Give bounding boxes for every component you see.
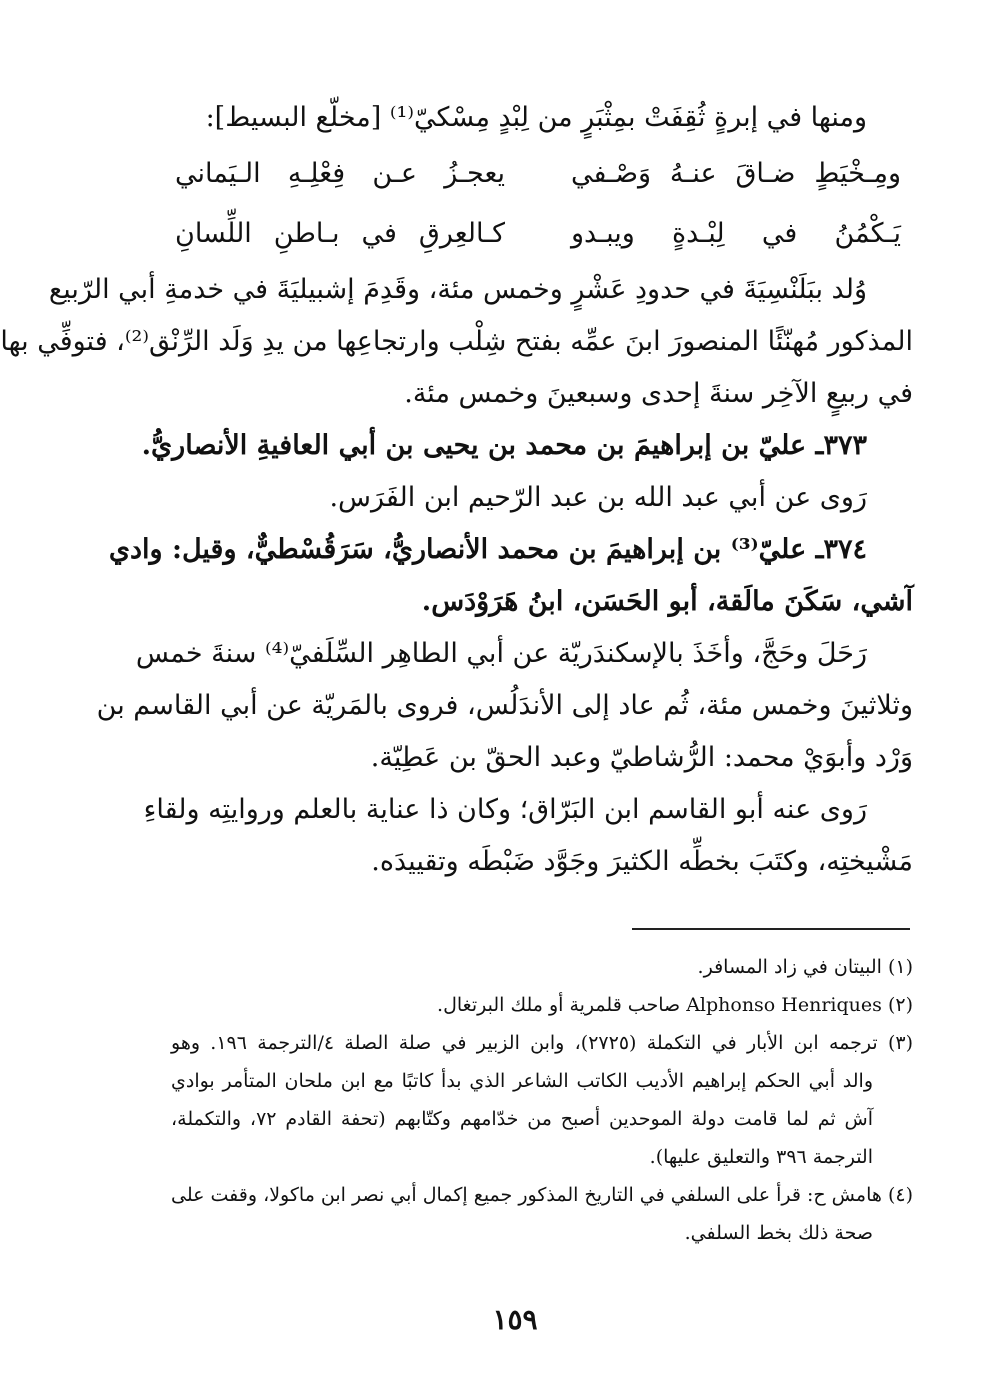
footnote-3-line-2: والد أبي الحكم إبراهيم الأديب الكاتب الشاعر الذي بدأ كاتبًا مع ابن ملحان المتأمر بوادي bbox=[171, 1070, 873, 1092]
page-number: ١٥٩ bbox=[492, 1303, 538, 1336]
footnote-4-line-2: صحة ذلك بخط السلفي. bbox=[684, 1222, 873, 1244]
verse-intro: ومنها في إبرةٍ ثُقِفَتْ بمِثْبَرٍ من لِبْدٍ مِسْكيّ⁽¹⁾ [مخلّع البسيط]: bbox=[205, 102, 867, 133]
footnote-2: (٢) Alphonso Henriques صاحب قلمرية أو ملك البرتغال. bbox=[437, 994, 913, 1016]
entry-heading-374-line-1 bbox=[108, 524, 913, 576]
paragraph-travel-line-1: رَحَلَ وحَجَّ، وأخَذَ بالإسكندَريّة عن أبي الطاهِر السِّلَفيّ⁽⁴⁾ سنةَ خمس bbox=[135, 638, 867, 669]
footnotes bbox=[171, 948, 913, 1252]
entry-heading-374-text: ٣٧٤ـ عليّ⁽³⁾ بن إبراهيمَ بن محمد الأنصاريُّ، سَرَقُسْطيٌّ، وقيل: وادي bbox=[108, 534, 867, 565]
footnote-3-line-1: (٣) ترجمه ابن الأبار في التكملة (٢٧٢٥)، وابن الزبير في صلة الصلة ٤/الترجمة ١٩٦. وهو bbox=[171, 1032, 913, 1054]
paragraph-birth-line-2: المذكور مُهنّئًا المنصورَ ابنَ عمِّه بفتح شِلْب وارتجاعِها من يدِ وَلَد الرِّنْق⁽²⁾، فتوفِّي بها bbox=[0, 326, 913, 357]
entry-heading-373: ٣٧٣ـ عليّ بن إبراهيمَ بن محمد بن يحيى بن أبي العافيةِ الأنصاريُّ. bbox=[141, 430, 867, 461]
footnote-4-line-1: (٤) هامش ح: قرأ على السلفي في التاريخ المذكور جميع إكمال أبي نصر ابن ماكولا، وقفت على bbox=[171, 1184, 913, 1206]
footnote-3-line-4: الترجمة ٣٩٦ والتعليق عليها). bbox=[649, 1146, 873, 1168]
entry-heading-374-line-2: آشي، سَكَنَ مالَقة، أبو الحَسَن، ابنُ هَرَوْدَس. bbox=[421, 586, 913, 617]
verse-2-first-hemistich: يَـكْمُنُ في لِبْـدةٍ ويبـدو bbox=[571, 218, 901, 249]
verse-1-second-hemistich: يعجـزُ عـن فِعْلِـهِ الـيَماني bbox=[175, 158, 505, 189]
footnote-1: (١) البيتان في زاد المسافر. bbox=[697, 956, 913, 978]
footnote-separator bbox=[632, 928, 910, 930]
footnote-3-line-3: آش ثم لما قامت دولة الموحدين أصبح من خدّامهم وكتّابهم (تحفة القادم ٧٢، والتكملة، bbox=[171, 1108, 873, 1130]
paragraph-students-line-2: مَشْيختِه، وكتَبَ بخطِّه الكثيرَ وجَوَّد ضَبْطَه وتقييدَه. bbox=[371, 846, 913, 877]
main-text bbox=[0, 92, 913, 888]
paragraph-students-line-1: رَوى عنه أبو القاسم ابن البَرّاق؛ وكان ذا عناية بالعلم وروايتِه ولقاءِ bbox=[143, 794, 867, 825]
paragraph-travel-line-2: وثلاثينَ وخمس مئة، ثُم عاد إلى الأندَلُس، فروى بالمَريّة عن أبي القاسم بن bbox=[96, 690, 913, 721]
entry-373-text: رَوى عن أبي عبد الله بن عبد الرّحيم ابن الفَرَس. bbox=[329, 482, 867, 513]
paragraph-travel-line-3: وَرْد وأبوَيْ محمد: الرُّشاطيّ وعبد الحقّ بن عَطِيّة. bbox=[370, 742, 913, 773]
verse-2-second-hemistich: كـالعِرقِ في بـاطنِ اللِّسانِ bbox=[175, 218, 505, 249]
verse-line-1 bbox=[171, 144, 913, 204]
paragraph-birth-line-1: وُلد ببَلَنْسِيَةَ في حدودِ عَشْرٍ وخمس مئة، وقَدِمَ إشبيليَةَ في خدمةِ أبي الرّبيع bbox=[48, 274, 867, 305]
verse-1-first-hemistich: ومِـخْيَطٍ ضـاقَ عنـهُ وَصْـفي bbox=[571, 158, 901, 189]
paragraph-birth-line-3: في ربيعٍ الآخِر سنةَ إحدى وسبعينَ وخمس مئة. bbox=[404, 378, 913, 409]
verse-line-2 bbox=[171, 204, 913, 264]
